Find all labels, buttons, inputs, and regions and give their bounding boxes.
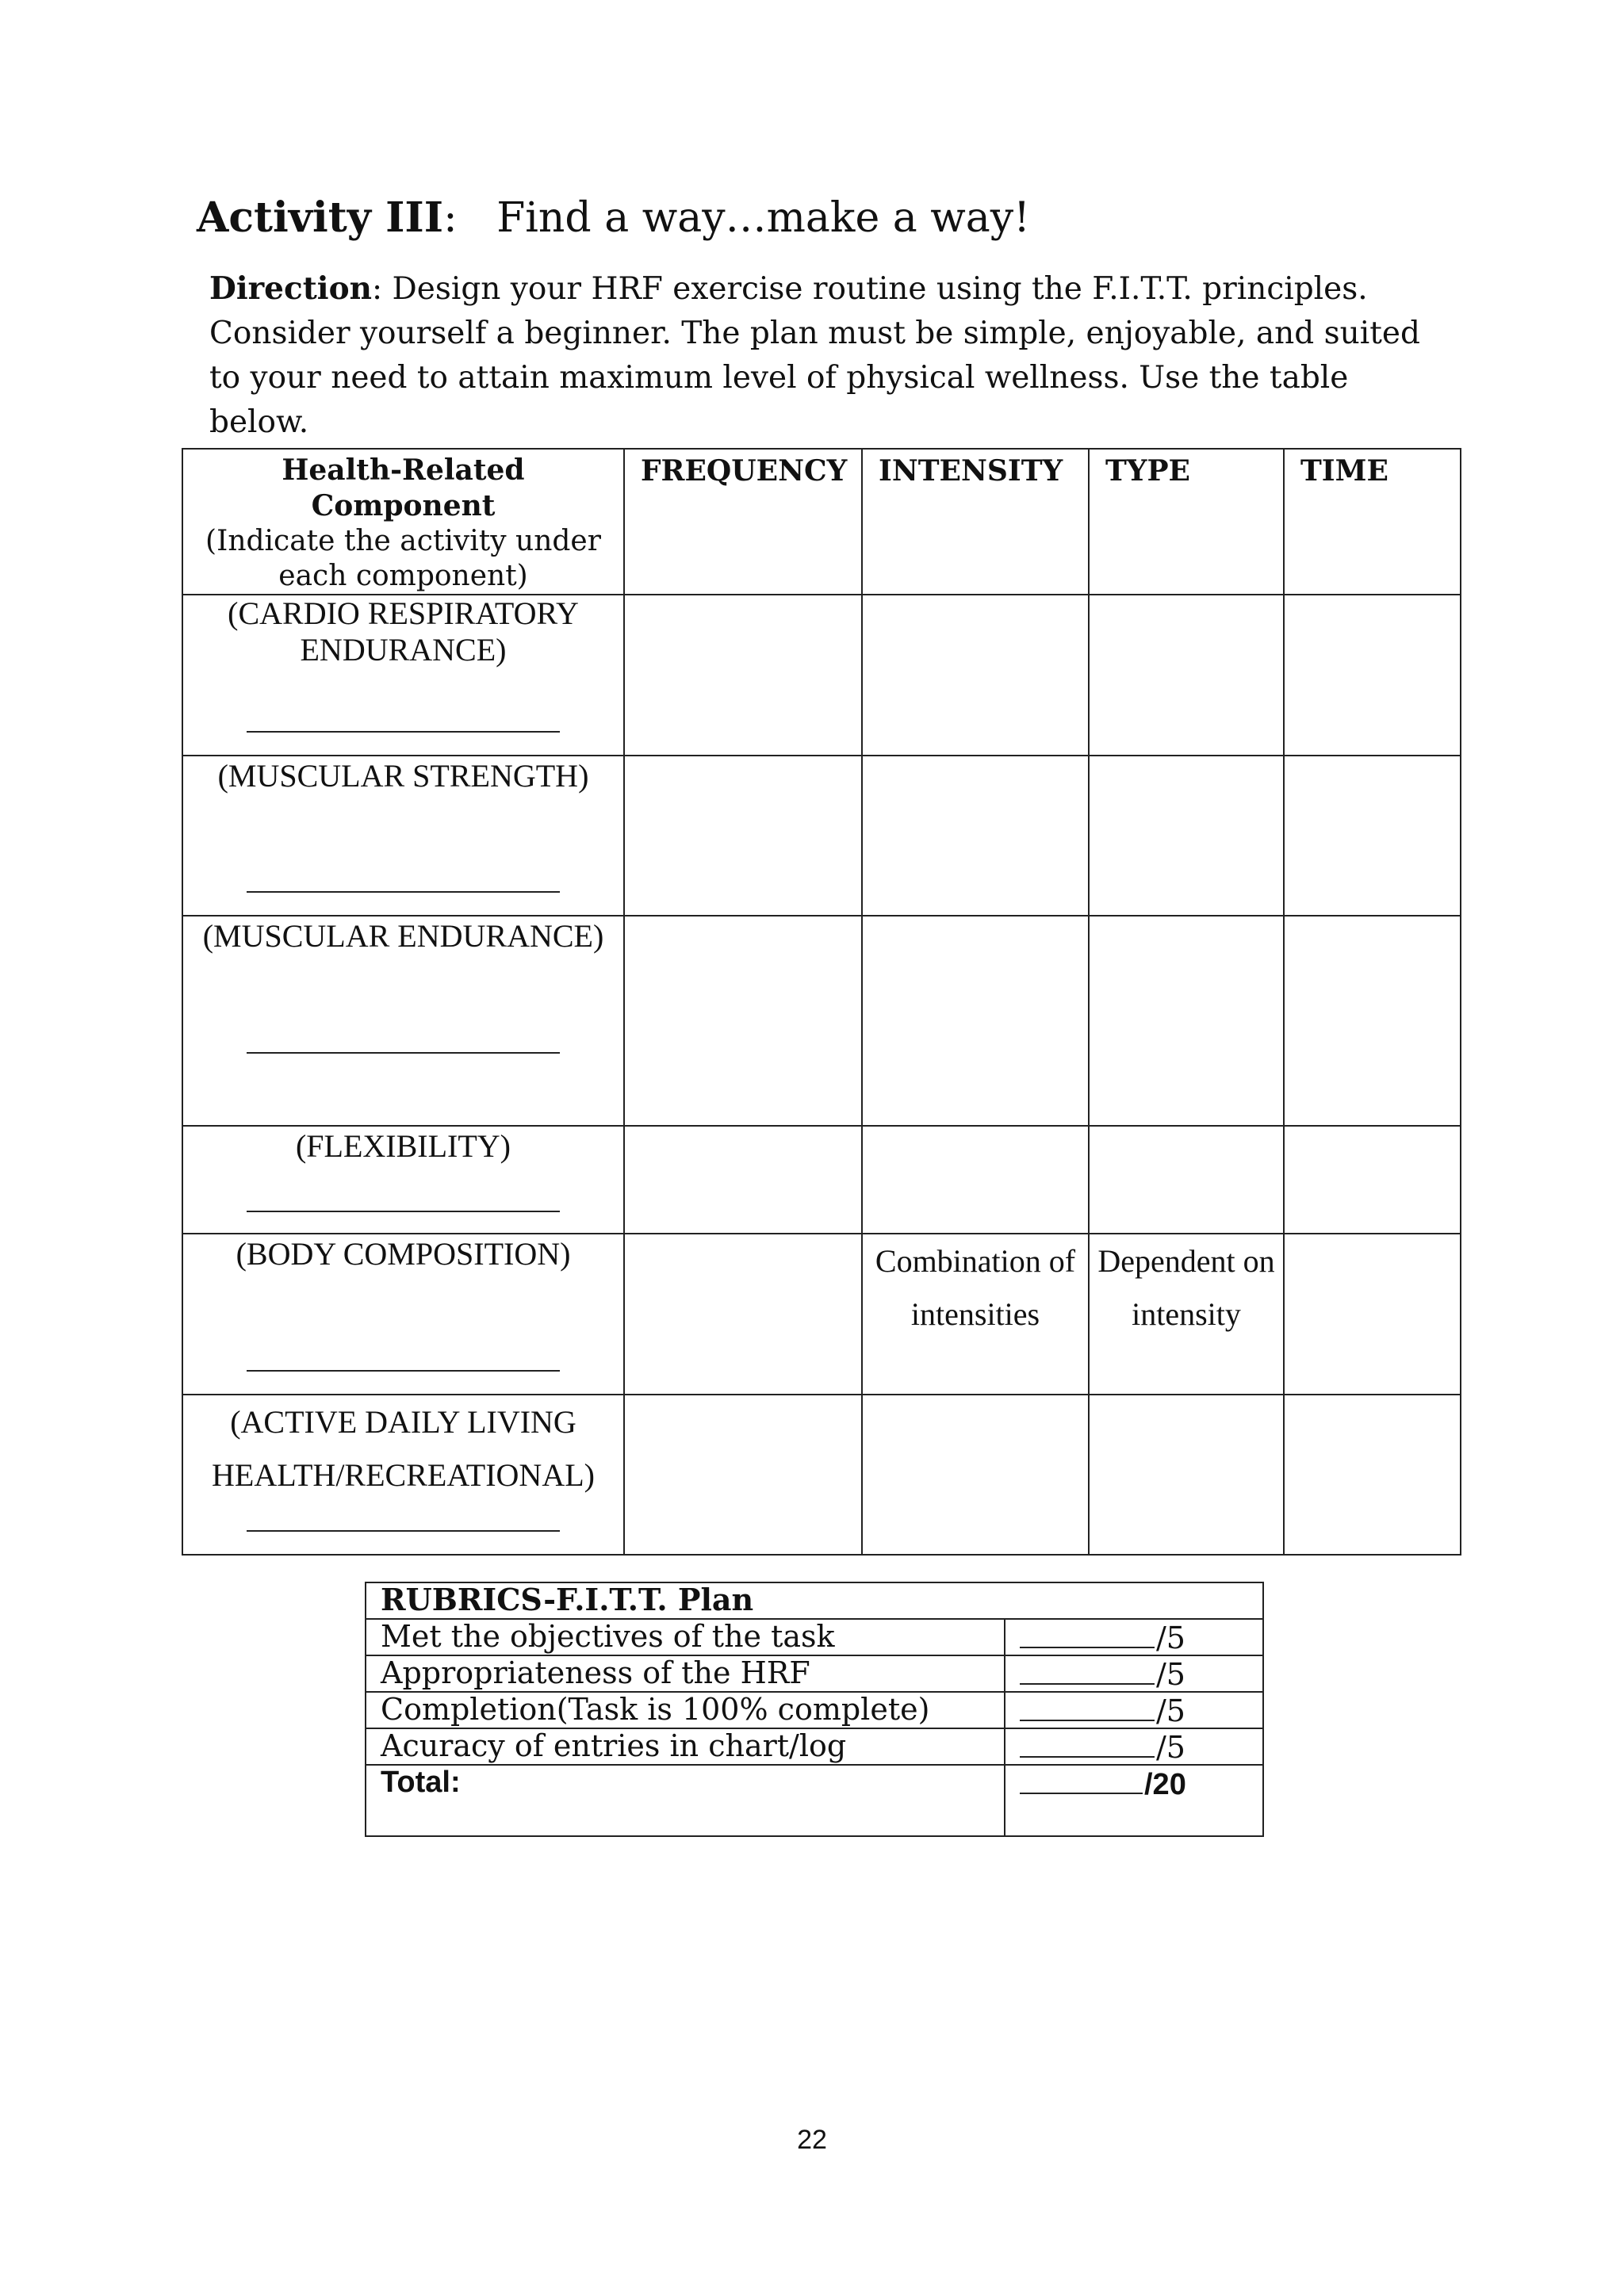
table-row bbox=[182, 1395, 1461, 1555]
rubric-score-cell[interactable] bbox=[1005, 1619, 1263, 1655]
rubric-score: /5 bbox=[1156, 1693, 1185, 1728]
table-row bbox=[366, 1728, 1263, 1765]
component-cell bbox=[182, 595, 624, 756]
frequency-cell[interactable] bbox=[624, 1234, 862, 1395]
rubric-criterion: Acuracy of entries in chart/log bbox=[366, 1728, 1005, 1765]
frequency-header: FREQUENCY bbox=[624, 449, 862, 595]
time-header: TIME bbox=[1284, 449, 1461, 595]
component-label: (MUSCULAR STRENGTH) bbox=[217, 758, 589, 794]
total-score-cell[interactable] bbox=[1005, 1765, 1263, 1836]
type-cell[interactable] bbox=[1089, 916, 1284, 1126]
fitt-header-row bbox=[182, 449, 1461, 595]
type-cell[interactable] bbox=[1089, 595, 1284, 756]
component-cell bbox=[182, 756, 624, 916]
time-cell[interactable] bbox=[1284, 1234, 1461, 1395]
rubric-score: /5 bbox=[1156, 1730, 1185, 1765]
intensity-cell: Combination of intensities bbox=[862, 1234, 1089, 1395]
activity-label: Activity III bbox=[197, 193, 444, 242]
type-cell[interactable] bbox=[1089, 1395, 1284, 1555]
answer-line[interactable] bbox=[247, 1530, 560, 1532]
table-row bbox=[366, 1692, 1263, 1728]
component-label: (BODY COMPOSITION) bbox=[236, 1236, 571, 1272]
frequency-cell[interactable] bbox=[624, 595, 862, 756]
component-header bbox=[182, 449, 624, 595]
intensity-cell[interactable] bbox=[862, 1395, 1089, 1555]
component-cell bbox=[182, 1395, 624, 1555]
rubric-score-cell[interactable] bbox=[1005, 1728, 1263, 1765]
component-header-title: Health-Related Component bbox=[282, 453, 525, 522]
rubrics-table bbox=[365, 1582, 1264, 1837]
table-row bbox=[182, 595, 1461, 756]
rubric-score-cell[interactable] bbox=[1005, 1692, 1263, 1728]
rubric-score-cell[interactable] bbox=[1005, 1655, 1263, 1692]
rubrics-header-row bbox=[366, 1582, 1263, 1619]
intensity-header: INTENSITY bbox=[862, 449, 1089, 595]
type-cell[interactable] bbox=[1089, 1126, 1284, 1234]
total-label: Total: bbox=[366, 1765, 1005, 1836]
component-cell bbox=[182, 1126, 624, 1234]
table-row bbox=[182, 1234, 1461, 1395]
time-cell[interactable] bbox=[1284, 756, 1461, 916]
table-row bbox=[182, 916, 1461, 1126]
component-label: (FLEXIBILITY) bbox=[295, 1128, 511, 1164]
direction-label: Direction bbox=[209, 270, 372, 307]
rubrics-title: RUBRICS-F.I.T.T. Plan bbox=[366, 1582, 1263, 1619]
rubric-criterion: Met the objectives of the task bbox=[366, 1619, 1005, 1655]
frequency-cell[interactable] bbox=[624, 1395, 862, 1555]
direction-text: : Design your HRF exercise routine using the F.I.T.T. principles. Consider yourself a beginner. The plan must be simple, enjoyable, and suited to your need to attain maximum level of physical wellness. Use the table below. bbox=[209, 271, 1420, 440]
table-row bbox=[366, 1619, 1263, 1655]
answer-line[interactable] bbox=[247, 1052, 560, 1054]
activity-title bbox=[197, 193, 1030, 242]
answer-line[interactable] bbox=[247, 1211, 560, 1212]
component-label-line2: HEALTH/RECREATIONAL) bbox=[212, 1457, 595, 1493]
rubric-score: /5 bbox=[1156, 1657, 1185, 1692]
fitt-plan-table bbox=[182, 448, 1461, 1556]
time-cell[interactable] bbox=[1284, 595, 1461, 756]
intensity-cell[interactable] bbox=[862, 595, 1089, 756]
table-row bbox=[182, 1126, 1461, 1234]
rubric-score: /5 bbox=[1156, 1621, 1185, 1655]
frequency-cell[interactable] bbox=[624, 1126, 862, 1234]
time-cell[interactable] bbox=[1284, 1395, 1461, 1555]
total-blank[interactable] bbox=[1020, 1766, 1143, 1794]
rubric-criterion: Appropriateness of the HRF bbox=[366, 1655, 1005, 1692]
frequency-cell[interactable] bbox=[624, 916, 862, 1126]
frequency-cell[interactable] bbox=[624, 756, 862, 916]
component-header-note: (Indicate the activity under each component) bbox=[205, 525, 601, 592]
score-blank[interactable] bbox=[1020, 1620, 1155, 1648]
rubric-criterion: Completion(Task is 100% complete) bbox=[366, 1692, 1005, 1728]
intensity-cell[interactable] bbox=[862, 756, 1089, 916]
page-number: 22 bbox=[797, 2125, 827, 2155]
intensity-cell[interactable] bbox=[862, 916, 1089, 1126]
score-blank[interactable] bbox=[1020, 1693, 1155, 1721]
activity-separator: : bbox=[443, 194, 458, 242]
table-row bbox=[182, 756, 1461, 916]
answer-line[interactable] bbox=[247, 891, 560, 893]
time-cell[interactable] bbox=[1284, 1126, 1461, 1234]
score-blank[interactable] bbox=[1020, 1729, 1155, 1758]
intensity-cell[interactable] bbox=[862, 1126, 1089, 1234]
component-cell bbox=[182, 916, 624, 1126]
answer-line[interactable] bbox=[247, 1370, 560, 1372]
type-cell: Dependent on intensity bbox=[1089, 1234, 1284, 1395]
activity-subtitle: Find a way…make a way! bbox=[496, 194, 1031, 242]
rubrics-total-row bbox=[366, 1765, 1263, 1836]
score-blank[interactable] bbox=[1020, 1656, 1155, 1685]
component-label: (CARDIO RESPIRATORY ENDURANCE) bbox=[228, 595, 579, 668]
component-label-line1: (ACTIVE DAILY LIVING bbox=[230, 1404, 576, 1440]
direction-paragraph bbox=[209, 266, 1446, 445]
total-score: /20 bbox=[1144, 1768, 1186, 1801]
component-cell bbox=[182, 1234, 624, 1395]
type-cell[interactable] bbox=[1089, 756, 1284, 916]
component-label: (MUSCULAR ENDURANCE) bbox=[202, 918, 604, 954]
table-row bbox=[366, 1655, 1263, 1692]
type-header: TYPE bbox=[1089, 449, 1284, 595]
answer-line[interactable] bbox=[247, 731, 560, 733]
time-cell[interactable] bbox=[1284, 916, 1461, 1126]
